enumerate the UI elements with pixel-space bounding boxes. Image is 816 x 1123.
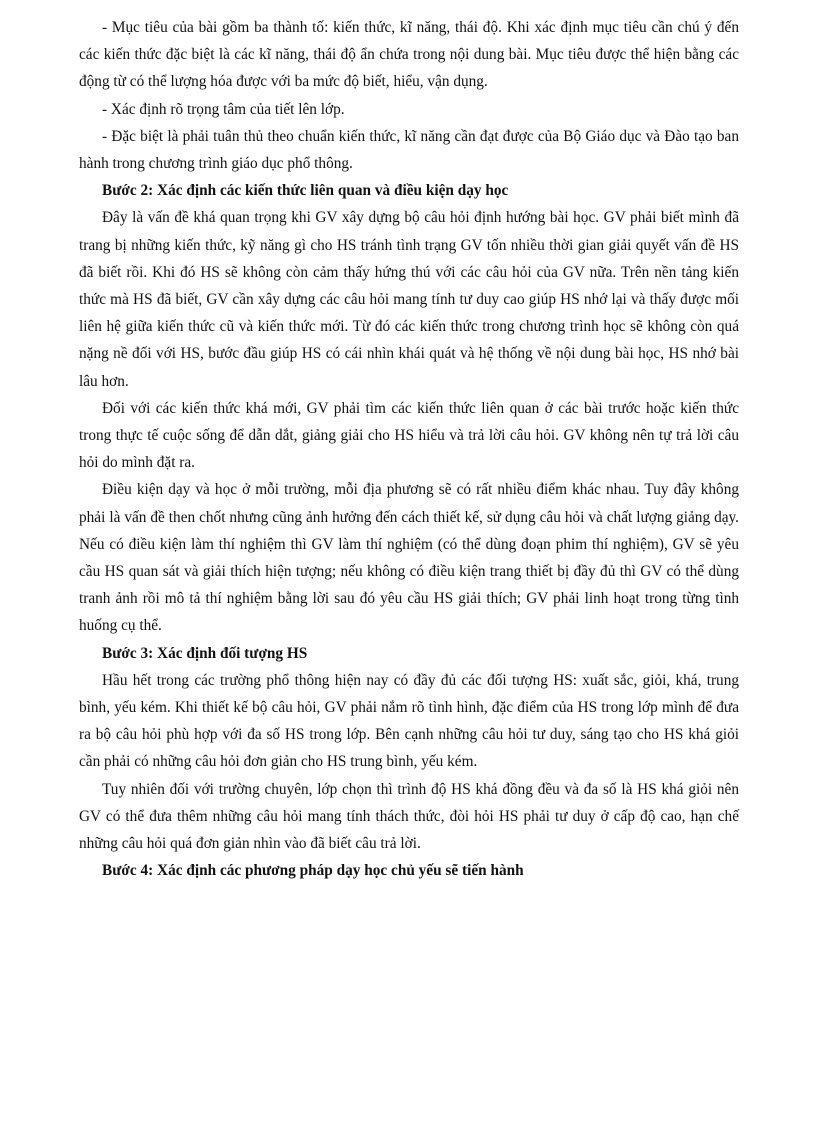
paragraph-prior-knowledge: Đây là vấn đề khá quan trọng khi GV xây dựng bộ câu hỏi định hướng bài học. GV phải biết mình đã trang bị những kiến thức, kỹ năng gì cho HS tránh tình trạng GV tốn nhiều thời gian giải quyết vấn đề HS đã biết rồi. Khi đó HS sẽ không còn cảm thấy hứng thú với các câu hỏi của GV nữa. Trên nền tảng kiến thức mà HS đã biết, GV cần xây dựng các câu hỏi mang tính tư duy cao giúp HS nhớ lại và thấy được mối liên hệ giữa kiến thức cũ và kiến thức mới. Từ đó các kiến thức trong chương trình học sẽ không còn quá nặng nề đối với HS, bước đầu giúp HS có cái nhìn khái quát và hệ thống về nội dung bài học, HS nhớ bài lâu hơn. <box>79 209 739 390</box>
heading-step-2: Bước 2: Xác định các kiến thức liên quan và điều kiện dạy học <box>102 182 509 200</box>
paragraph-new-knowledge: Đối với các kiến thức khá mới, GV phải tìm các kiến thức liên quan ở các bài trước hoặc kiến thức trong thực tế cuộc sống để dẫn dắt, giảng giải cho HS hiểu và trả lời câu hỏi. GV không nên tự trả lời câu hỏi do mình đặt ra. <box>79 399 739 472</box>
heading-step-3: Bước 3: Xác định đối tượng HS <box>102 644 308 662</box>
paragraph-standards: - Đặc biệt là phải tuân thủ theo chuẩn kiến thức, kĩ năng cần đạt được của Bộ Giáo dục và Đào tạo ban hành trong chương trình giáo dục phổ thông. <box>79 127 739 173</box>
paragraph-teaching-conditions: Điều kiện dạy và học ở mỗi trường, mỗi địa phương sẽ có rất nhiều điểm khác nhau. Tuy đây không phải là vấn đề then chốt nhưng cũng ảnh hưởng đến cách thiết kế, sử dụng câu hỏi và chất lượng giảng dạy. Nếu có điều kiện làm thí nghiệm thì GV làm thí nghiệm (có thể dùng đoạn phim thí nghiệm), GV sẽ yêu cầu HS quan sát và giải thích hiện tượng; nếu không có điều kiện trang thiết bị đầy đủ thì GV có thể dùng tranh ảnh rồi mô tả thí nghiệm bằng lời sau đó yêu cầu HS giải thích; GV phải linh hoạt trong từng tình huống cụ thể. <box>79 481 739 635</box>
document-page <box>79 14 739 885</box>
paragraph-student-levels: Hầu hết trong các trường phổ thông hiện nay có đầy đủ các đối tượng HS: xuất sắc, giỏi, khá, trung bình, yếu kém. Khi thiết kế bộ câu hỏi, GV phải nắm rõ tình hình, đặc điểm của HS trong lớp mình để đưa ra bộ câu hỏi phù hợp với đa số HS trong lớp. Bên cạnh những câu hỏi tư duy, sáng tạo cho HS khá giỏi cần phải có những câu hỏi đơn giản cho HS trung bình, yếu kém. <box>79 671 739 771</box>
paragraph-focus: - Xác định rõ trọng tâm của tiết lên lớp. <box>102 100 345 118</box>
paragraph-objectives: - Mục tiêu của bài gồm ba thành tố: kiến thức, kĩ năng, thái độ. Khi xác định mục tiêu cần chú ý đến các kiến thức đặc biệt là các kĩ năng, thái độ ẩn chứa trong nội dung bài. Mục tiêu được thể hiện bằng các động từ có thể lượng hóa được với ba mức độ biết, hiểu, vận dụng. <box>79 19 739 91</box>
paragraph-specialized-schools: Tuy nhiên đối với trường chuyên, lớp chọn thì trình độ HS khá đồng đều và đa số là HS khá giỏi nên GV có thể đưa thêm những câu hỏi mang tính thách thức, đòi hỏi HS phải tư duy ở cấp độ cao, hạn chế những câu hỏi quá đơn giản nhìn vào đã biết câu trả lời. <box>79 780 739 853</box>
heading-step-4: Bước 4: Xác định các phương pháp dạy học chủ yếu sẽ tiến hành <box>102 862 524 880</box>
